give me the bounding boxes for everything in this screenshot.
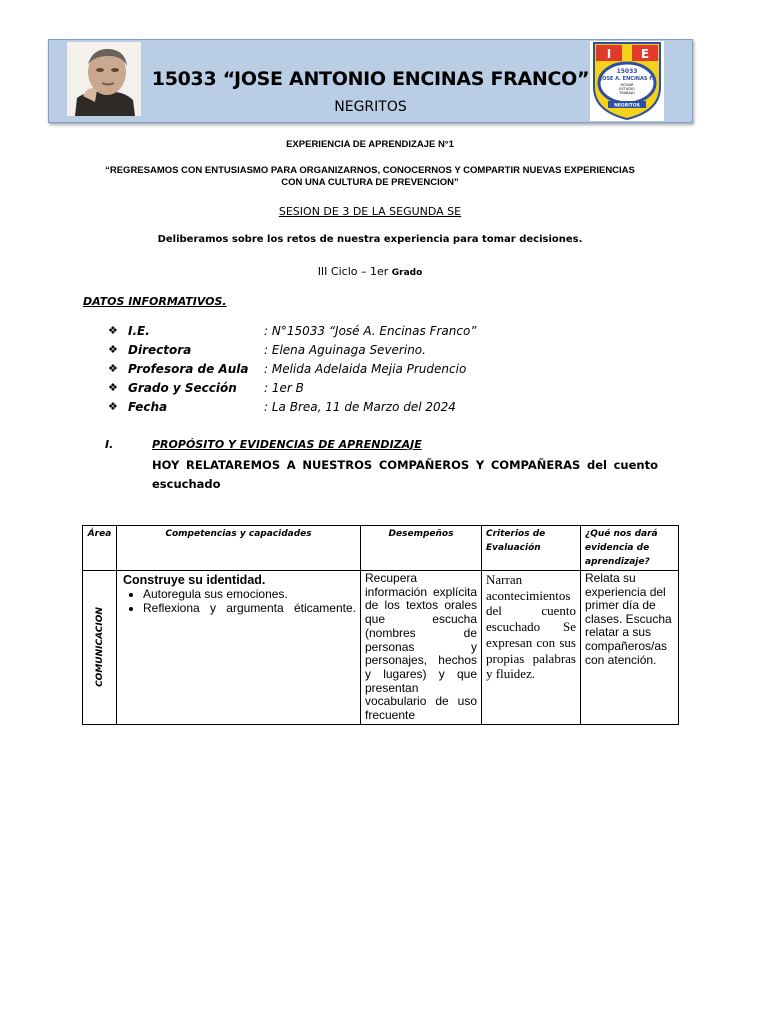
list-item: • Reflexiona y argumenta éticamente. [143,601,356,615]
diamond-bullet-icon: ❖ [108,381,118,394]
svg-text:TRABAJO: TRABAJO [619,91,635,95]
svg-text:I: I [606,47,612,61]
evidencia-cell [581,571,679,725]
founder-portrait [67,42,141,116]
svg-text:15033: 15033 [616,68,638,75]
header-desempenos: Desempeños [361,526,482,571]
area-label: COMUNICACION [94,607,105,688]
section-number: I. [105,438,114,451]
criterios-text: Narran acontecimientos del cuento escuchado Se expresan con sus propias palabras y fluidez. [486,572,576,682]
diamond-bullet-icon: ❖ [108,343,118,356]
experience-title: EXPERIENCIA DE APRENDIZAJE N°1 [286,139,454,150]
diamond-bullet-icon: ❖ [108,400,118,413]
cycle-grade-word: Grado [391,268,423,278]
info-row-grade [108,381,608,400]
info-row-ie [108,324,608,343]
info-value: : Melida Adelaida Mejia Prudencio [264,362,467,376]
section-title: PROPÓSITO Y EVIDENCIAS DE APRENDIZAJE [152,438,422,451]
svg-text:ESTUDIO: ESTUDIO [619,87,635,91]
section-text: HOY RELATAREMOS A NUESTROS COMPAÑEROS Y COMPAÑERAS del cuento escuchado [152,458,658,491]
info-label: Fecha [128,400,168,414]
info-label: Directora [128,343,192,357]
competence-title: Construye su identidad. [123,573,266,587]
info-label: Grado y Sección [128,381,237,395]
header-band [48,39,693,123]
info-label: Profesora de Aula [128,362,249,376]
competence-cell [117,571,361,725]
info-value: : La Brea, 11 de Marzo del 2024 [264,400,456,414]
cycle-grade [60,265,680,278]
info-value: : N°15033 “José A. Encinas Franco” [264,324,477,338]
school-town: NEGRITOS [334,99,407,115]
info-value: : 1er B [264,381,304,395]
info-row-teacher [108,362,608,381]
session-title: SESION DE 3 DE LA SEGUNDA SE [278,205,462,218]
table-header-row [83,526,679,571]
competencies-table [82,525,679,725]
evidencia-text: Relata su experiencia del primer día de clases. Escucha relatar a sus compañeros/as con atención. [585,571,672,667]
experience-subtitle: “REGRESAMOS CON ENTUSIASMO PARA ORGANIZARNOS, CONOCERNOS Y COMPARTIR NUEVAS EXPERIENCIAS CON UNA CULTURA DE PREVENCION” [105,165,635,188]
info-row-director [108,343,608,362]
table-row [83,571,679,725]
desempeno-text: Recupera información explícita de los textos orales que escucha (nombres de personas y personajes, hechos y lugares) y que presentan vocabulario de uso frecuente [365,571,477,723]
svg-text:HOGAR: HOGAR [620,83,634,87]
diamond-bullet-icon: ❖ [108,362,118,375]
school-crest [590,41,664,121]
header-area: Área [83,526,117,571]
header-evidencia: ¿Qué nos dará evidencia de aprendizaje? [581,526,679,571]
header-competencies: Competencias y capacidades [117,526,361,571]
cycle-main: III Ciclo – 1er [317,265,389,278]
svg-text:NEGRITOS: NEGRITOS [614,103,640,109]
header-criterios: Criterios de Evaluación [482,526,581,571]
info-list [108,324,608,419]
list-item: • Autoregula sus emociones. [143,587,356,601]
capacities-list [121,587,356,615]
diamond-bullet-icon: ❖ [108,324,118,337]
datos-heading: DATOS INFORMATIVOS. [83,295,227,308]
deliberation-text: Deliberamos sobre los retos de nuestra experiencia para tomar decisiones. [157,234,583,245]
school-name: 15033 “JOSE ANTONIO ENCINAS FRANCO” [151,68,590,90]
criterios-cell [482,571,581,725]
info-row-date [108,400,608,419]
info-label: I.E. [128,324,150,338]
info-value: : Elena Aguinaga Severino. [264,343,426,357]
area-cell [83,571,117,725]
svg-text:E: E [640,47,650,61]
desempeno-cell [361,571,482,725]
svg-text:JOSE A. ENCINAS F.: JOSE A. ENCINAS F. [600,76,654,82]
